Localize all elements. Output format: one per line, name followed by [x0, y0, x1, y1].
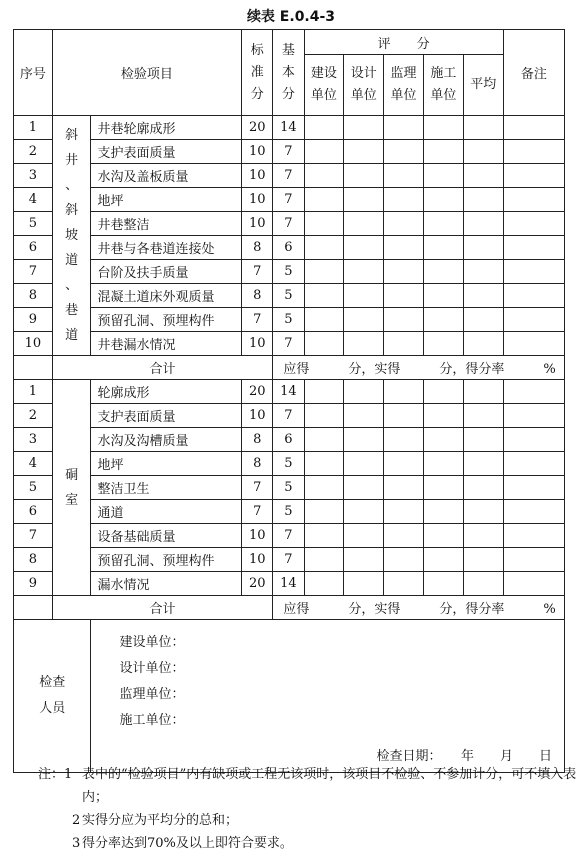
rating-cell [304, 476, 344, 500]
rating-cell [344, 140, 384, 164]
row-seq: 1 [14, 116, 53, 140]
group-label-char: 井 [65, 153, 79, 168]
rating-cell [344, 476, 384, 500]
row-std-score: 20 [242, 380, 273, 404]
rating-cell [423, 500, 463, 524]
inspection-signature-line: 建设单位： [119, 635, 185, 650]
rating-cell [423, 404, 463, 428]
group-label-char: 巷 [65, 303, 79, 318]
row-base-score: 7 [273, 332, 304, 356]
rating-cell [344, 452, 384, 476]
rating-cell [423, 452, 463, 476]
table-row [14, 260, 565, 284]
inspection-body [91, 620, 565, 773]
row-item: 轮廓成形 [91, 380, 242, 404]
rating-cell [304, 452, 344, 476]
row-seq: 5 [14, 212, 53, 236]
rating-cell [344, 404, 384, 428]
rating-cell [384, 260, 424, 284]
row-std-score: 7 [242, 308, 273, 332]
row-std-score: 10 [242, 548, 273, 572]
row-seq: 1 [14, 380, 53, 404]
rating-cell [384, 236, 424, 260]
remark-cell [503, 116, 564, 140]
row-item: 地坪 [91, 188, 242, 212]
rating-cell [344, 380, 384, 404]
rating-cell [344, 308, 384, 332]
row-base-score: 6 [273, 428, 304, 452]
inspection-signature-line: 监理单位： [119, 687, 185, 702]
row-base-score: 7 [273, 524, 304, 548]
row-std-score: 7 [242, 260, 273, 284]
rating-cell [463, 404, 503, 428]
table-row [14, 404, 565, 428]
rating-cell [423, 236, 463, 260]
total-blank [14, 596, 53, 620]
rating-cell [344, 188, 384, 212]
remark-cell [503, 236, 564, 260]
row-std-score: 7 [242, 476, 273, 500]
table-row [14, 500, 565, 524]
row-item: 台阶及扶手质量 [91, 260, 242, 284]
group-label-char: 室 [65, 492, 79, 508]
rating-cell [423, 476, 463, 500]
table-row [14, 164, 565, 188]
rating-cell [344, 212, 384, 236]
row-std-score: 10 [242, 164, 273, 188]
rating-cell [304, 428, 344, 452]
rating-cell [463, 212, 503, 236]
rating-cell [384, 548, 424, 572]
inspection-signature-line: 设计单位： [119, 661, 185, 676]
rating-cell [423, 116, 463, 140]
table-row [14, 380, 565, 404]
row-base-score: 5 [273, 260, 304, 284]
rating-cell [384, 500, 424, 524]
group-label-char: 道 [65, 253, 79, 268]
row-seq: 4 [14, 188, 53, 212]
row-std-score: 10 [242, 404, 273, 428]
header-rating-col: 建设单位 [304, 55, 344, 116]
notes [38, 763, 578, 855]
rating-cell [304, 140, 344, 164]
table-row [14, 308, 565, 332]
remark-cell [503, 188, 564, 212]
rating-cell [423, 380, 463, 404]
rating-cell [344, 236, 384, 260]
remark-cell [503, 212, 564, 236]
row-seq: 4 [14, 452, 53, 476]
header-item: 检验项目 [52, 30, 241, 116]
header-remark: 备注 [503, 30, 564, 116]
header-base-score: 基 本 分 [273, 30, 304, 116]
group-label-char: 坡 [65, 228, 79, 243]
row-seq: 9 [14, 572, 53, 596]
row-item: 井巷轮廓成形 [91, 116, 242, 140]
table-row [14, 476, 565, 500]
inspection-label-line: 检查 [39, 675, 66, 690]
rating-cell [304, 332, 344, 356]
row-seq: 5 [14, 476, 53, 500]
row-item: 支护表面质量 [91, 404, 242, 428]
rating-cell [463, 524, 503, 548]
row-seq: 3 [14, 164, 53, 188]
row-base-score: 7 [273, 140, 304, 164]
rating-cell [304, 260, 344, 284]
note-item: 注：1 表中的“检验项目”内有缺项或工程无该项时，该项目不检验、不参加计分，可不填入表内； [38, 767, 577, 805]
total-label: 合计 [52, 356, 273, 380]
rating-cell [423, 212, 463, 236]
rating-cell [423, 164, 463, 188]
rating-cell [423, 308, 463, 332]
header-rating-col: 设计单位 [344, 55, 384, 116]
rating-cell [463, 500, 503, 524]
rating-cell [384, 476, 424, 500]
rating-cell [344, 548, 384, 572]
table-row [14, 452, 565, 476]
row-base-score: 6 [273, 236, 304, 260]
row-base-score: 5 [273, 308, 304, 332]
row-item: 地坪 [91, 452, 242, 476]
row-seq: 8 [14, 548, 53, 572]
rating-cell [384, 428, 424, 452]
row-base-score: 7 [273, 164, 304, 188]
row-std-score: 8 [242, 428, 273, 452]
total-blank [14, 356, 53, 380]
rating-cell [304, 164, 344, 188]
rating-cell [423, 284, 463, 308]
row-seq: 7 [14, 524, 53, 548]
remark-cell [503, 476, 564, 500]
row-item: 预留孔洞、预埋构件 [91, 548, 242, 572]
row-seq: 2 [14, 140, 53, 164]
inspection-score-table [13, 29, 565, 773]
row-base-score: 7 [273, 404, 304, 428]
rating-cell [384, 116, 424, 140]
row-item: 整洁卫生 [91, 476, 242, 500]
note-item: 3 得分率达到70%及以上即符合要求。 [72, 836, 293, 851]
rating-cell [384, 140, 424, 164]
row-base-score: 5 [273, 284, 304, 308]
group-label [52, 380, 91, 596]
rating-cell [344, 428, 384, 452]
group-label-char: 斜 [65, 128, 79, 143]
header-rating-col: 施工单位 [423, 55, 463, 116]
row-std-score: 10 [242, 332, 273, 356]
rating-cell [463, 260, 503, 284]
rating-cell [344, 500, 384, 524]
header-std-score: 标 准 分 [242, 30, 273, 116]
total-row [14, 356, 565, 380]
rating-cell [344, 332, 384, 356]
remark-cell [503, 332, 564, 356]
rating-cell [304, 548, 344, 572]
row-std-score: 10 [242, 188, 273, 212]
rating-cell [423, 140, 463, 164]
rating-cell [344, 116, 384, 140]
row-item: 预留孔洞、预埋构件 [91, 308, 242, 332]
row-base-score: 5 [273, 476, 304, 500]
group-label-char: 、 [65, 178, 79, 193]
rating-cell [384, 308, 424, 332]
row-base-score: 7 [273, 188, 304, 212]
row-std-score: 20 [242, 572, 273, 596]
rating-cell [384, 332, 424, 356]
header-rating: 评 分 [304, 30, 503, 55]
total-label: 合计 [52, 596, 273, 620]
group-label [52, 116, 91, 356]
row-std-score: 8 [242, 236, 273, 260]
remark-cell [503, 140, 564, 164]
row-seq: 7 [14, 260, 53, 284]
row-seq: 9 [14, 308, 53, 332]
row-item: 水沟及沟槽质量 [91, 428, 242, 452]
row-seq: 2 [14, 404, 53, 428]
table-row [14, 524, 565, 548]
table-row [14, 572, 565, 596]
table-row [14, 428, 565, 452]
row-item: 设备基础质量 [91, 524, 242, 548]
rating-cell [304, 524, 344, 548]
header-seq: 序号 [14, 30, 53, 116]
rating-cell [423, 428, 463, 452]
table-row [14, 188, 565, 212]
rating-cell [463, 476, 503, 500]
rating-cell [304, 380, 344, 404]
table-row [14, 140, 565, 164]
rating-cell [423, 572, 463, 596]
total-row [14, 596, 565, 620]
row-item: 支护表面质量 [91, 140, 242, 164]
rating-cell [344, 284, 384, 308]
group-label-char: 、 [65, 278, 79, 293]
header-rating-col: 监理单位 [384, 55, 424, 116]
rating-cell [304, 500, 344, 524]
rating-cell [304, 404, 344, 428]
rating-cell [304, 308, 344, 332]
rating-cell [304, 116, 344, 140]
row-std-score: 8 [242, 284, 273, 308]
rating-cell [423, 524, 463, 548]
rating-cell [463, 308, 503, 332]
row-item: 井巷漏水情况 [91, 332, 242, 356]
row-item: 混凝土道床外观质量 [91, 284, 242, 308]
rating-cell [463, 548, 503, 572]
row-std-score: 7 [242, 500, 273, 524]
header-rating-col: 平均 [463, 55, 503, 116]
row-base-score: 14 [273, 572, 304, 596]
row-seq: 3 [14, 428, 53, 452]
row-std-score: 10 [242, 140, 273, 164]
rating-cell [463, 428, 503, 452]
rating-cell [384, 404, 424, 428]
rating-cell [344, 164, 384, 188]
row-seq: 6 [14, 500, 53, 524]
table-row [14, 212, 565, 236]
rating-cell [304, 188, 344, 212]
rating-cell [463, 572, 503, 596]
rating-cell [423, 188, 463, 212]
row-base-score: 5 [273, 452, 304, 476]
group-label-char: 斜 [65, 203, 79, 218]
remark-cell [503, 524, 564, 548]
total-text: 应得 分，实得 分，得分率 % [273, 356, 565, 380]
inspection-label-line: 人员 [39, 701, 66, 716]
row-base-score: 7 [273, 548, 304, 572]
rating-cell [304, 212, 344, 236]
row-base-score: 7 [273, 212, 304, 236]
rating-cell [384, 164, 424, 188]
remark-cell [503, 428, 564, 452]
total-text: 应得 分，实得 分，得分率 % [273, 596, 565, 620]
rating-cell [463, 164, 503, 188]
row-seq: 8 [14, 284, 53, 308]
inspection-row [14, 620, 565, 773]
rating-cell [384, 524, 424, 548]
table-caption: 续表 E.0.4-3 [246, 9, 336, 25]
rating-cell [304, 236, 344, 260]
rating-cell [423, 548, 463, 572]
remark-cell [503, 500, 564, 524]
rating-cell [423, 260, 463, 284]
row-base-score: 5 [273, 500, 304, 524]
remark-cell [503, 164, 564, 188]
rating-cell [384, 572, 424, 596]
group-label-char: 硐 [65, 467, 79, 483]
row-std-score: 10 [242, 524, 273, 548]
rating-cell [344, 524, 384, 548]
rating-cell [463, 188, 503, 212]
remark-cell [503, 284, 564, 308]
rating-cell [463, 140, 503, 164]
note-item: 2 实得分应为平均分的总和； [72, 813, 239, 828]
rating-cell [384, 380, 424, 404]
rating-cell [304, 572, 344, 596]
row-item: 通道 [91, 500, 242, 524]
remark-cell [503, 452, 564, 476]
remark-cell [503, 380, 564, 404]
remark-cell [503, 404, 564, 428]
rating-cell [463, 116, 503, 140]
rating-cell [384, 212, 424, 236]
row-item: 井巷整洁 [91, 212, 242, 236]
table-row [14, 236, 565, 260]
rating-cell [304, 284, 344, 308]
remark-cell [503, 260, 564, 284]
inspection-date: 检查日期： 年 月 日 [376, 749, 552, 764]
rating-cell [463, 380, 503, 404]
table-row [14, 332, 565, 356]
rating-cell [384, 452, 424, 476]
row-base-score: 14 [273, 380, 304, 404]
table-row [14, 116, 565, 140]
row-std-score: 8 [242, 452, 273, 476]
rating-cell [344, 260, 384, 284]
remark-cell [503, 308, 564, 332]
group-label-char: 道 [65, 328, 79, 343]
table-row [14, 548, 565, 572]
inspection-signature-line: 施工单位： [119, 713, 185, 728]
rating-cell [423, 332, 463, 356]
rating-cell [463, 452, 503, 476]
inspection-label [14, 620, 91, 773]
remark-cell [503, 572, 564, 596]
rating-cell [344, 572, 384, 596]
row-item: 水沟及盖板质量 [91, 164, 242, 188]
row-seq: 10 [14, 332, 53, 356]
rating-cell [463, 236, 503, 260]
rating-cell [463, 332, 503, 356]
row-seq: 6 [14, 236, 53, 260]
rating-cell [463, 284, 503, 308]
rating-cell [384, 284, 424, 308]
row-std-score: 10 [242, 212, 273, 236]
rating-cell [384, 188, 424, 212]
row-item: 井巷与各巷道连接处 [91, 236, 242, 260]
table-row [14, 284, 565, 308]
row-std-score: 20 [242, 116, 273, 140]
row-item: 漏水情况 [91, 572, 242, 596]
row-base-score: 14 [273, 116, 304, 140]
remark-cell [503, 548, 564, 572]
